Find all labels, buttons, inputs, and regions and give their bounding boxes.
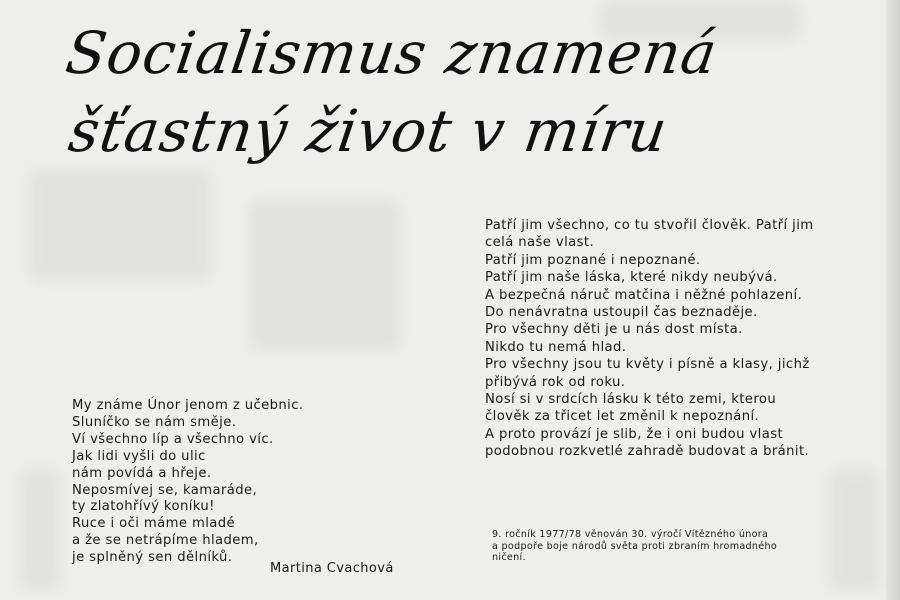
poem-line: celá naše vlast. <box>485 235 595 251</box>
right-poem <box>485 217 865 461</box>
background-texture <box>250 200 400 350</box>
background-texture <box>20 470 60 590</box>
footnote-line: a podpoře boje národů světa proti zbraním hromadného <box>492 540 778 552</box>
page-title <box>50 14 792 170</box>
poem-line: ty zlatohřívý koníku! <box>72 499 215 515</box>
poem-line: podobnou rozkvetlé zahradě budovat a bránit. <box>485 444 810 460</box>
poem-line: Pro všechny jsou tu květy i písně a klasy, jichž <box>485 357 810 373</box>
poem-line: Ruce i oči máme mladé <box>72 516 236 532</box>
poem-line: Pro všechny děti je u nás dost místa. <box>485 322 743 338</box>
left-poem <box>72 398 372 567</box>
poem-line: Patří jim všechno, co tu stvořil člověk. Patří jim <box>485 218 814 233</box>
footnote <box>492 529 872 564</box>
poem-line: A proto provází je slib, že i oni budou vlast <box>485 426 784 442</box>
page-edge <box>886 0 900 600</box>
poem-line: je splněný sen dělníků. <box>72 550 233 566</box>
background-texture <box>30 170 210 280</box>
poem-author: Martina Cvachová <box>270 561 394 576</box>
poem-line: Do nenávratna ustoupil čas beznaděje. <box>485 305 758 321</box>
poem-line: člověk za třicet let změnil k nepoznání. <box>485 409 760 425</box>
footnote-line: ničení. <box>492 552 526 564</box>
poem-line: přibývá rok od roku. <box>485 374 626 390</box>
poem-line: Patří jim naše láska, které nikdy neubývá. <box>485 270 778 286</box>
poem-line: A bezpečná náruč matčina i něžné pohlazení. <box>485 287 803 303</box>
footnote-line: 9. ročník 1977/78 věnován 30. výročí Vítězného února <box>492 529 769 540</box>
poem-line: Sluníčko se nám směje. <box>72 414 237 430</box>
poem-line: Nosí si v srdcích lásku k této zemi, kterou <box>485 392 777 408</box>
poem-line: a že se netrápíme hladem, <box>72 533 259 549</box>
poem-line: nám povídá a hřeje. <box>72 465 212 481</box>
poem-line: Ví všechno líp a všechno víc. <box>72 431 274 447</box>
title-line-2: šťastný život v míru <box>64 97 672 165</box>
poem-line: Patří jim poznané i nepoznané. <box>485 252 701 268</box>
poem-line: Nikdo tu nemá hlad. <box>485 339 627 355</box>
title-line-1: Socialismus znamená <box>61 19 722 87</box>
poem-line: My známe Únor jenom z učebnic. <box>72 398 304 413</box>
poem-line: Jak lidi vyšli do ulic <box>72 448 206 464</box>
poem-line: Neposmívej se, kamaráde, <box>72 482 258 498</box>
